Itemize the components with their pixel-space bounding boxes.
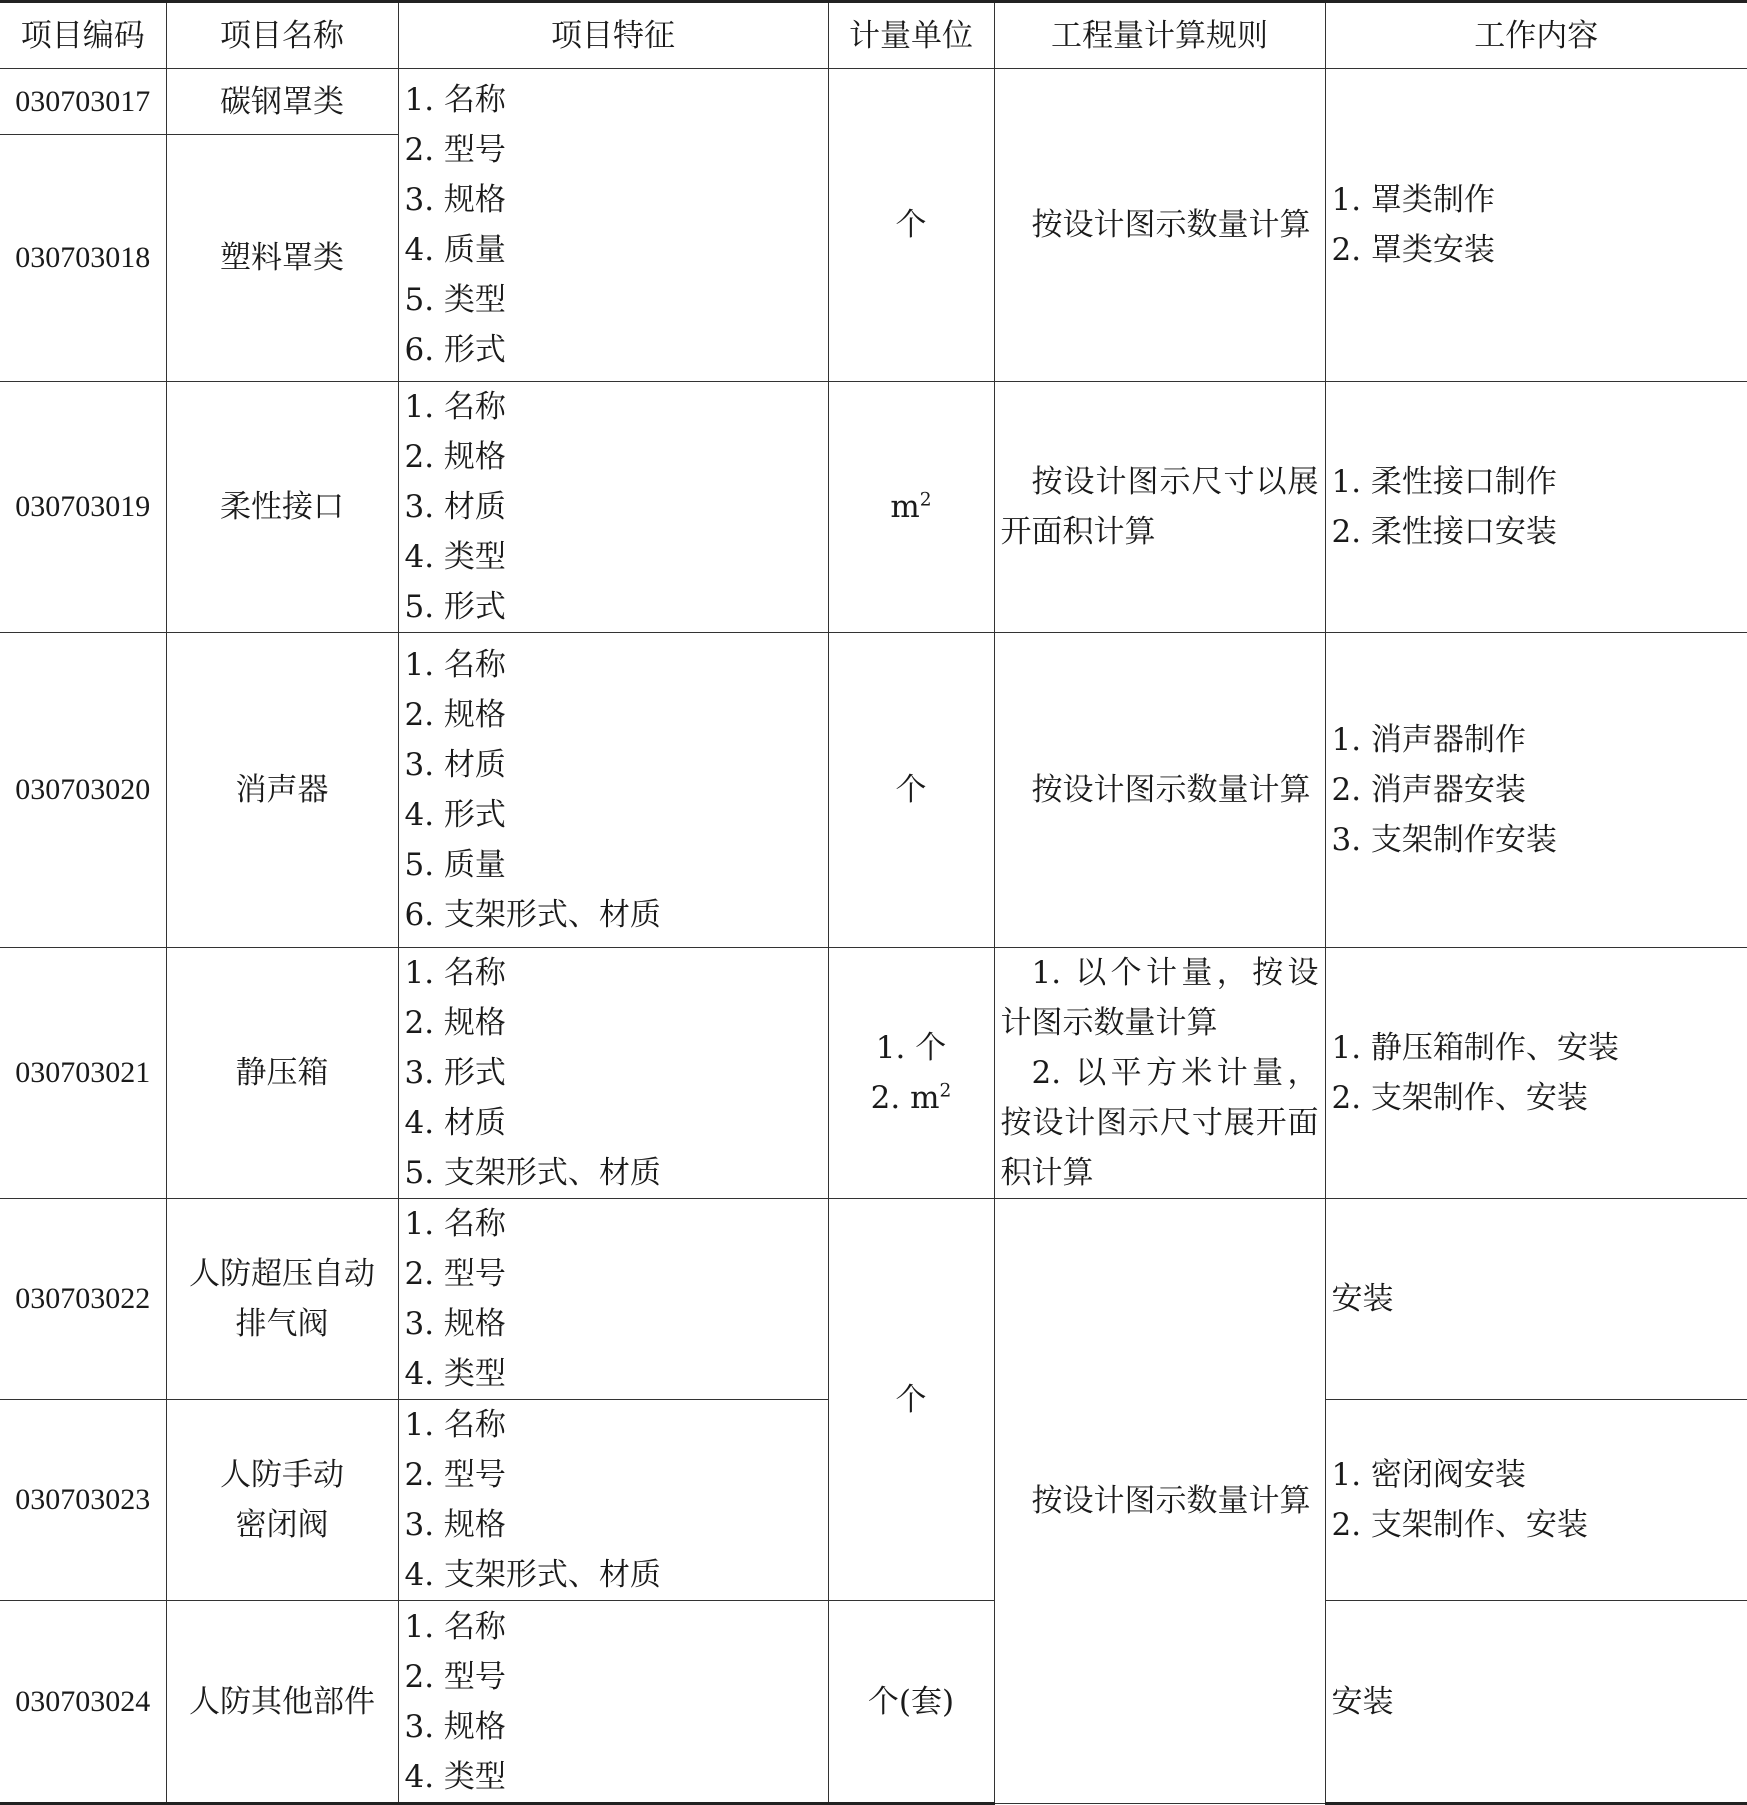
list-line: 3. 规格	[404, 1306, 506, 1342]
list-line: 3. 材质	[404, 747, 506, 783]
work-list	[1332, 175, 1742, 275]
item-work	[1325, 1400, 1747, 1601]
list-line: 2. 支架制作、安装	[1331, 1507, 1588, 1543]
unit-sup: 2	[919, 489, 932, 511]
list-line: 安装	[1331, 1683, 1394, 1720]
header-code: 项目编码	[0, 2, 166, 69]
item-code: 030703024	[0, 1601, 166, 1804]
unit-base: 2. m	[870, 1080, 940, 1116]
item-code: 030703023	[0, 1400, 166, 1601]
rule-text	[1001, 200, 1319, 250]
features-list	[405, 1199, 822, 1399]
item-rule	[994, 633, 1325, 948]
item-name-line: 密闭阀	[235, 1507, 329, 1543]
list-line: 2. 消声器安装	[1331, 772, 1526, 808]
item-code: 030703019	[0, 382, 166, 633]
item-name: 人防其他部件	[166, 1601, 398, 1804]
rule-paragraph: 1. 以个计量，按设计图示数量计算	[1000, 955, 1319, 1041]
header-features: 项目特征	[398, 2, 828, 69]
rule-paragraph: 按设计图示数量计算	[1031, 1483, 1311, 1519]
item-features	[398, 948, 828, 1199]
list-line: 2. 规格	[404, 1005, 506, 1041]
list-line: 2. 规格	[404, 697, 506, 733]
list-line: 1. 消声器制作	[1331, 722, 1526, 758]
list-line: 1. 名称	[404, 955, 506, 991]
item-work	[1325, 948, 1747, 1199]
item-unit: 个	[828, 633, 994, 948]
list-line: 1. 静压箱制作、安装	[1331, 1030, 1619, 1066]
item-features	[398, 1601, 828, 1804]
list-line: 2. 支架制作、安装	[1331, 1080, 1588, 1116]
list-line: 3. 规格	[404, 1708, 506, 1745]
item-rule	[994, 1199, 1325, 1804]
list-line: 1. 名称	[404, 1206, 506, 1242]
item-code: 030703017	[0, 69, 166, 135]
table-row	[0, 382, 1747, 633]
work-list	[1332, 1274, 1742, 1324]
item-rule	[994, 69, 1325, 382]
item-name-line: 人防超压自动	[189, 1256, 375, 1292]
item-name: 碳钢罩类	[166, 69, 398, 135]
item-name: 消声器	[166, 633, 398, 948]
list-line: 4. 支架形式、材质	[404, 1557, 661, 1593]
list-line: 5. 质量	[404, 847, 506, 883]
list-line: 1. 罩类制作	[1331, 182, 1495, 218]
work-list	[1332, 715, 1742, 865]
features-list	[405, 1400, 822, 1600]
list-line: 4. 类型	[404, 1356, 506, 1392]
list-line: 3. 形式	[404, 1055, 506, 1091]
item-name: 柔性接口	[166, 382, 398, 633]
list-line: 1. 柔性接口制作	[1331, 464, 1557, 500]
item-unit	[828, 948, 994, 1199]
item-features	[398, 69, 828, 382]
work-list	[1332, 1677, 1742, 1727]
rule-paragraph: 按设计图示数量计算	[1031, 772, 1311, 808]
item-name: 静压箱	[166, 948, 398, 1199]
list-line: 6. 支架形式、材质	[404, 897, 661, 933]
item-features	[398, 1400, 828, 1601]
header-unit: 计量单位	[828, 2, 994, 69]
list-line: 2. 规格	[404, 439, 506, 475]
item-work	[1325, 382, 1747, 633]
table-row	[0, 948, 1747, 1199]
table-row	[0, 1601, 1747, 1804]
rule-paragraph: 按设计图示尺寸以展开面积计算	[1000, 464, 1319, 550]
item-work	[1325, 1601, 1747, 1804]
list-line: 2. 型号	[404, 1457, 506, 1493]
table-row	[0, 69, 1747, 135]
rule-paragraph: 按设计图示数量计算	[1031, 207, 1311, 243]
unit-line-1: 1. 个	[875, 1030, 947, 1066]
features-list	[405, 75, 822, 375]
list-line: 1. 名称	[404, 647, 506, 683]
table-row	[0, 633, 1747, 948]
header-name: 项目名称	[166, 2, 398, 69]
list-line: 2. 柔性接口安装	[1331, 514, 1557, 550]
list-line: 1. 名称	[404, 389, 506, 425]
list-line: 5. 类型	[404, 282, 506, 318]
header-rule: 工程量计算规则	[994, 2, 1325, 69]
list-line: 4. 质量	[404, 232, 506, 268]
list-line: 安装	[1331, 1281, 1394, 1317]
list-line: 2. 型号	[404, 1658, 506, 1695]
item-name	[166, 1199, 398, 1400]
item-features	[398, 1199, 828, 1400]
header-row	[0, 2, 1747, 69]
list-line: 2. 型号	[404, 132, 506, 168]
list-line: 4. 类型	[404, 1758, 506, 1795]
unit-line-2	[835, 1073, 988, 1123]
item-unit: 个(套)	[828, 1601, 994, 1804]
list-line: 2. 罩类安装	[1331, 232, 1495, 268]
item-name-line: 人防手动	[220, 1457, 344, 1493]
table-row	[0, 1199, 1747, 1400]
item-unit	[828, 382, 994, 633]
list-line: 5. 支架形式、材质	[404, 1155, 661, 1191]
features-list	[405, 640, 822, 940]
item-work	[1325, 633, 1747, 948]
list-line: 2. 型号	[404, 1256, 506, 1292]
item-features	[398, 633, 828, 948]
list-line: 6. 形式	[404, 332, 506, 368]
item-name: 塑料罩类	[166, 135, 398, 382]
list-line: 1. 名称	[404, 1407, 506, 1443]
list-line: 3. 支架制作安装	[1331, 822, 1557, 858]
item-rule	[994, 948, 1325, 1199]
item-rule	[994, 382, 1325, 633]
item-code: 030703020	[0, 633, 166, 948]
features-list	[405, 1602, 822, 1802]
list-line: 4. 形式	[404, 797, 506, 833]
list-line: 1. 名称	[404, 82, 506, 118]
item-work	[1325, 1199, 1747, 1400]
list-line: 5. 形式	[404, 589, 506, 625]
rule-text	[1001, 457, 1319, 557]
list-line: 1. 密闭阀安装	[1331, 1457, 1526, 1493]
item-name	[166, 1400, 398, 1601]
item-work	[1325, 69, 1747, 382]
item-code: 030703021	[0, 948, 166, 1199]
list-line: 4. 类型	[404, 539, 506, 575]
list-line: 1. 名称	[404, 1608, 506, 1645]
header-work: 工作内容	[1325, 2, 1747, 69]
list-line: 3. 规格	[404, 182, 506, 218]
list-line: 3. 材质	[404, 489, 506, 525]
list-line: 4. 材质	[404, 1105, 506, 1141]
work-list	[1332, 1450, 1742, 1550]
rule-text	[1001, 948, 1319, 1198]
features-list	[405, 948, 822, 1198]
work-list	[1332, 1023, 1742, 1123]
item-unit: 个	[828, 69, 994, 382]
list-line: 3. 规格	[404, 1507, 506, 1543]
item-unit: 个	[828, 1199, 994, 1601]
work-list	[1332, 457, 1742, 557]
item-code: 030703018	[0, 135, 166, 382]
rule-text	[1001, 765, 1319, 815]
unit-base: m	[890, 489, 920, 525]
features-list	[405, 382, 822, 632]
unit-sup: 2	[939, 1080, 952, 1102]
item-features	[398, 382, 828, 633]
rule-text	[1001, 1476, 1319, 1526]
rule-paragraph: 2. 以平方米计量，按设计图示尺寸展开面积计算	[1000, 1055, 1319, 1191]
item-name-line: 排气阀	[235, 1306, 329, 1342]
item-code: 030703022	[0, 1199, 166, 1400]
